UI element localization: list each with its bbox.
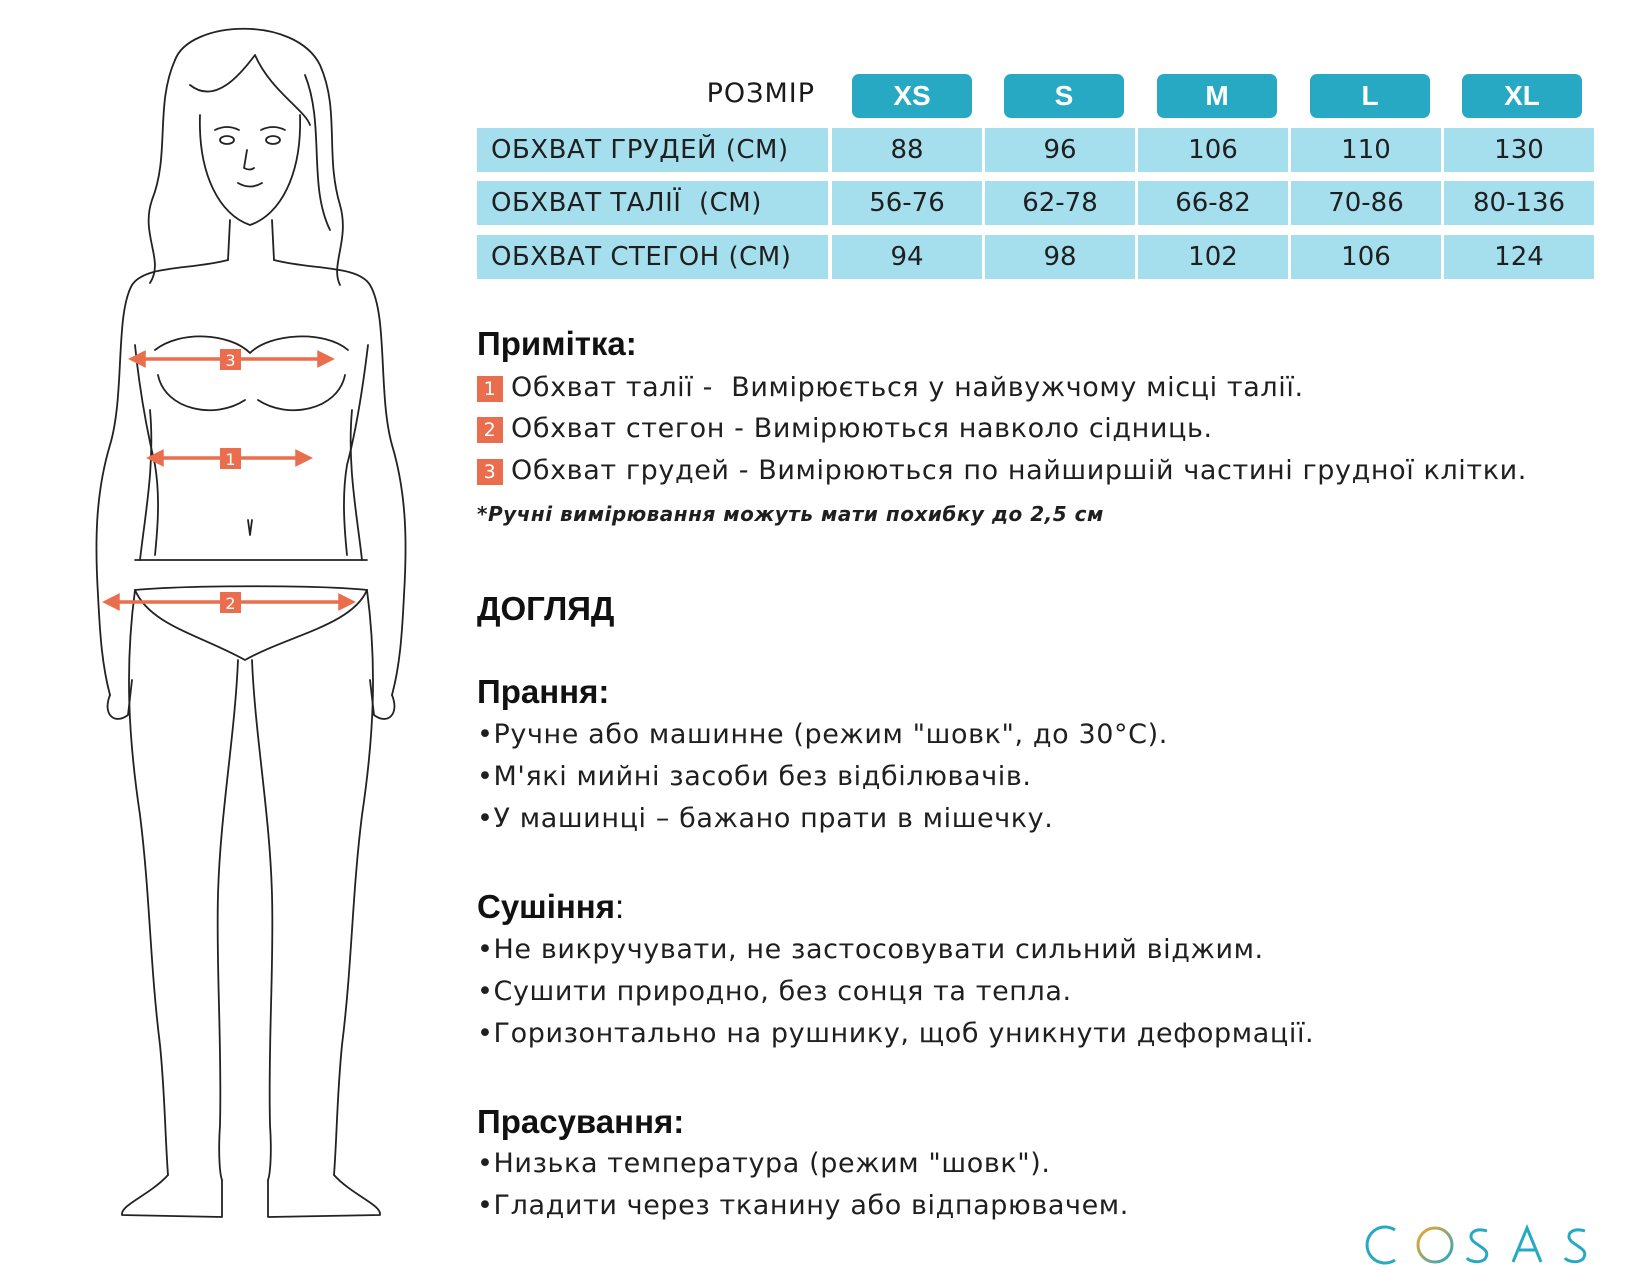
cosas-logo-mark bbox=[1365, 1220, 1595, 1270]
drying-item-2: •Сушити природно, без сонця та тепла. bbox=[477, 976, 1072, 1007]
washing-item-1: •Ручне або машинне (режим "шовк", до 30°С). bbox=[477, 719, 1168, 750]
measure-marker-2 bbox=[220, 592, 241, 613]
table-cell: 110 bbox=[1291, 128, 1441, 172]
row-label-bust: ОБХВАТ ГРУДЕЙ (СМ) bbox=[477, 128, 828, 172]
table-cell: 130 bbox=[1444, 128, 1594, 172]
washing-item-2: •М'які мийні засоби без відбілювачів. bbox=[477, 761, 1032, 792]
row-label-hips: ОБХВАТ СТЕГОН (СМ) bbox=[477, 235, 828, 279]
woman-outline-illustration bbox=[40, 15, 440, 1285]
drying-item-1: •Не викручувати, не застосовувати сильний віджим. bbox=[477, 934, 1264, 965]
measurement-footnote: *Ручні вимірювання можуть мати похибку до 2,5 см bbox=[477, 502, 1104, 526]
measure-marker-1 bbox=[220, 448, 241, 469]
size-header-label: РОЗМІР bbox=[706, 78, 815, 109]
size-pill-m: M bbox=[1157, 74, 1277, 118]
note-number-1: 1 bbox=[477, 376, 503, 402]
body-measurement-figure bbox=[40, 15, 440, 1285]
care-title: ДОГЛЯД bbox=[477, 590, 615, 627]
table-row-waist bbox=[477, 181, 1594, 225]
table-cell: 96 bbox=[985, 128, 1135, 172]
note-item-2 bbox=[477, 413, 1213, 444]
svg-text:1: 1 bbox=[225, 450, 236, 469]
table-cell: 56-76 bbox=[832, 181, 982, 225]
note-number-2: 2 bbox=[477, 417, 503, 443]
note-text-1: Обхват талії - Вимірюється у найвужчому місці талії. bbox=[511, 372, 1304, 403]
drying-title-colon: : bbox=[614, 888, 625, 925]
ironing-item-2: •Гладити через тканину або відпарювачем. bbox=[477, 1190, 1129, 1221]
size-pill-l: L bbox=[1310, 74, 1430, 118]
note-text-3: Обхват грудей - Вимірюються по найширшій частині грудної клітки. bbox=[511, 455, 1527, 486]
measure-marker-3 bbox=[220, 349, 241, 370]
drying-item-3: •Горизонтально на рушнику, щоб уникнути деформації. bbox=[477, 1018, 1315, 1049]
table-cell: 98 bbox=[985, 235, 1135, 279]
table-cell: 62-78 bbox=[985, 181, 1135, 225]
drying-title bbox=[477, 888, 624, 926]
table-cell: 80-136 bbox=[1444, 181, 1594, 225]
drying-title-text: Сушіння bbox=[477, 888, 615, 925]
note-item-3 bbox=[477, 455, 1527, 486]
table-cell: 70-86 bbox=[1291, 181, 1441, 225]
table-cell: 94 bbox=[832, 235, 982, 279]
table-row-hips bbox=[477, 235, 1594, 279]
washing-title: Прання: bbox=[477, 673, 610, 710]
table-cell: 102 bbox=[1138, 235, 1288, 279]
ironing-title: Прасування: bbox=[477, 1103, 685, 1140]
size-pill-xs: XS bbox=[852, 74, 972, 118]
note-number-3: 3 bbox=[477, 459, 503, 485]
note-title: Примітка: bbox=[477, 325, 637, 362]
svg-text:3: 3 bbox=[225, 351, 236, 370]
note-text-2: Обхват стегон - Вимірюються навколо сідниць. bbox=[511, 413, 1213, 444]
size-pill-xl: XL bbox=[1462, 74, 1582, 118]
ironing-item-1: •Низька температура (режим "шовк"). bbox=[477, 1148, 1051, 1179]
table-row-bust bbox=[477, 128, 1594, 172]
size-pill-s: S bbox=[1004, 74, 1124, 118]
table-cell: 106 bbox=[1291, 235, 1441, 279]
table-cell: 66-82 bbox=[1138, 181, 1288, 225]
row-label-waist: ОБХВАТ ТАЛІЇ (СМ) bbox=[477, 181, 828, 225]
cosas-logo bbox=[1365, 1220, 1595, 1270]
washing-item-3: •У машинці – бажано прати в мішечку. bbox=[477, 803, 1054, 834]
table-cell: 88 bbox=[832, 128, 982, 172]
table-cell: 106 bbox=[1138, 128, 1288, 172]
table-cell: 124 bbox=[1444, 235, 1594, 279]
svg-text:2: 2 bbox=[225, 594, 236, 613]
note-item-1 bbox=[477, 372, 1304, 403]
